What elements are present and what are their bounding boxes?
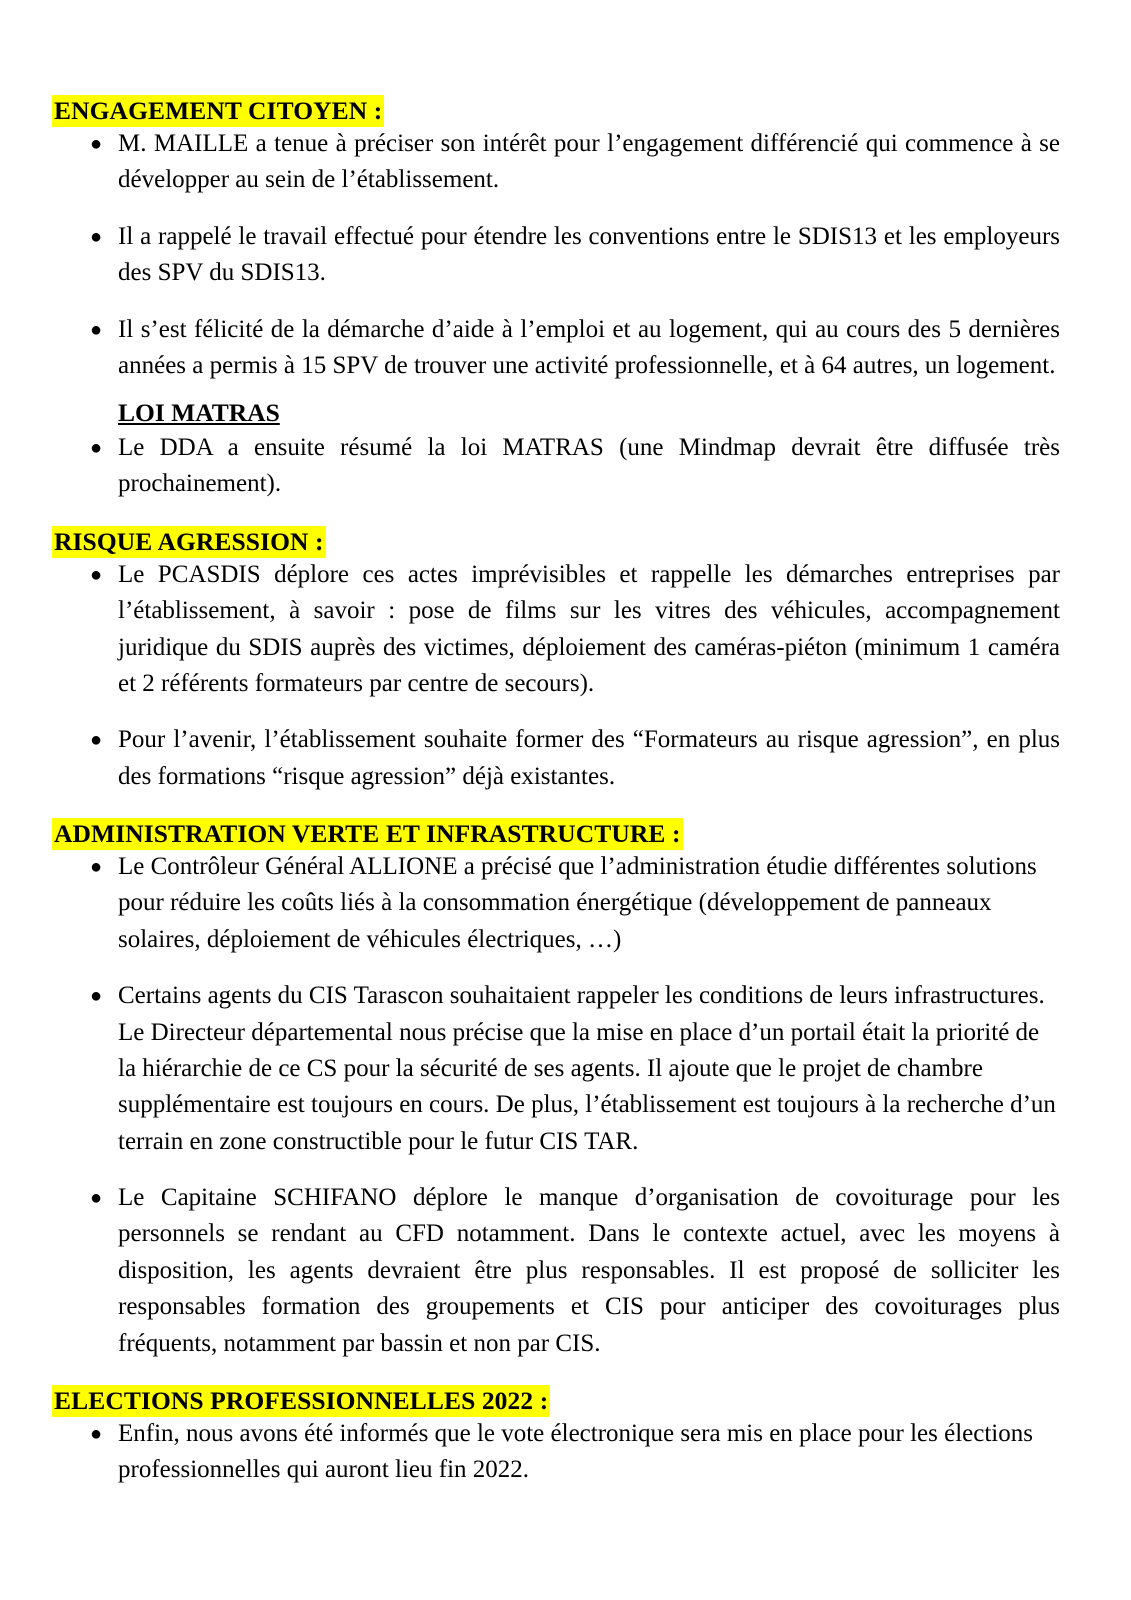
list-item-text: Pour l’avenir, l’établissement souhaite former des “Formateurs au risque agression”, en plus des formations “risque agression” déjà existantes. — [118, 726, 1060, 790]
list-item-text: Le Capitaine SCHIFANO déplore le manque d’organisation de covoiturage pour les personnels se rendant au CFD notamment. Dans le contexte actuel, avec les moyens à disposition, les agents devraient être plus responsables. Il est proposé de solliciter les responsables formation des groupements et CIS pour anticiper des covoiturages plus fréquents, notamment par bassin et non par CIS. — [118, 1184, 1060, 1357]
section-heading-text: ENGAGEMENT CITOYEN : — [54, 96, 383, 125]
list-item-text: Le Contrôleur Général ALLIONE a précisé que l’administration étudie différentes solutions pour réduire les coûts liés à la consommation énergétique (développement de panneaux solaires, déploiement de véhicules électriques, …) — [118, 853, 1037, 953]
section-administration-verte-et-infrastructure — [52, 819, 1060, 1362]
list-item-text: Certains agents du CIS Tarascon souhaitaient rappeler les conditions de leurs infrastructures. Le Directeur départemental nous précise que la mise en place d’un portail était la priorité de la hiérarchie de ce CS pour la sécurité de ses agents. Il ajoute que le projet de chambre supplémentaire est toujours en cours. De plus, l’établissement est toujours à la recherche d’un terrain en zone constructible pour le futur CIS TAR. — [118, 982, 1056, 1155]
bullet-icon: ● — [90, 856, 103, 879]
list-item — [52, 1180, 1060, 1362]
bullet-icon: ● — [90, 563, 103, 586]
section-heading — [52, 1386, 1060, 1416]
list-item-text: Le DDA a ensuite résumé la loi MATRAS (une Mindmap devrait être diffusée très prochainement). — [118, 433, 1060, 498]
spacer — [52, 199, 1060, 219]
bullet-list — [52, 126, 1060, 384]
sub-heading-loi-matras: LOI MATRAS — [118, 398, 280, 428]
spacer — [52, 702, 1060, 722]
spacer — [52, 1362, 1060, 1386]
bullet-icon: ● — [90, 133, 103, 156]
bullet-list — [52, 1416, 1060, 1489]
sub-heading-container — [52, 398, 1060, 429]
section-heading — [52, 527, 1060, 557]
section-heading — [52, 819, 1060, 849]
list-item-text: M. MAILLE a tenue à préciser son intérêt pour l’engagement différencié qui commence à se développer au sein de l’établissement. — [118, 130, 1060, 194]
bullet-list — [52, 557, 1060, 795]
document-body — [52, 96, 1060, 1489]
section-heading-text: ELECTIONS PROFESSIONNELLES 2022 : — [54, 1385, 549, 1415]
bullet-list — [52, 430, 1060, 503]
list-item — [52, 430, 1060, 503]
bullet-icon: ● — [90, 1187, 103, 1210]
bullet-icon: ● — [90, 1423, 103, 1446]
section-heading — [52, 96, 1060, 126]
spacer — [52, 1160, 1060, 1180]
list-item — [52, 557, 1060, 703]
bullet-icon: ● — [90, 225, 103, 248]
list-item-text: Enfin, nous avons été informés que le vote électronique sera mis en place pour les élections professionnelles qui auront lieu fin 2022. — [118, 1420, 1033, 1484]
bullet-icon: ● — [90, 318, 103, 341]
list-item — [52, 1416, 1060, 1489]
bullet-icon: ● — [90, 729, 103, 752]
list-item — [52, 849, 1060, 958]
list-item-text: Le PCASDIS déplore ces actes imprévisibles et rappelle les démarches entreprises par l’établissement, à savoir : pose de films sur les vitres des véhicules, accompagnement juridique du SDIS auprès des victimes, déploiement des caméras-piéton (minimum 1 caméra et 2 référents formateurs par centre de secours). — [118, 560, 1060, 697]
list-item — [52, 312, 1060, 385]
list-item — [52, 126, 1060, 199]
spacer — [52, 958, 1060, 978]
list-item-text: Il s’est félicité de la démarche d’aide à l’emploi et au logement, qui au cours des 5 dernières années a permis à 15 SPV de trouver une activité professionnelle, et à 64 autres, un logement. — [118, 315, 1060, 379]
bullet-icon: ● — [90, 436, 103, 459]
section-risque-agression — [52, 527, 1060, 795]
section-engagement-citoyen — [52, 96, 1060, 503]
bullet-icon: ● — [90, 985, 103, 1008]
spacer — [52, 503, 1060, 527]
list-item — [52, 219, 1060, 292]
list-item — [52, 722, 1060, 795]
bullet-list — [52, 849, 1060, 1362]
list-item — [52, 978, 1060, 1160]
list-item-text: Il a rappelé le travail effectué pour étendre les conventions entre le SDIS13 et les employeurs des SPV du SDIS13. — [118, 222, 1060, 287]
section-elections-professionnelles-2022 — [52, 1386, 1060, 1489]
section-heading-text: ADMINISTRATION VERTE ET INFRASTRUCTURE : — [54, 819, 681, 848]
section-heading-text: RISQUE AGRESSION : — [54, 526, 324, 556]
spacer — [52, 292, 1060, 312]
spacer — [52, 795, 1060, 819]
